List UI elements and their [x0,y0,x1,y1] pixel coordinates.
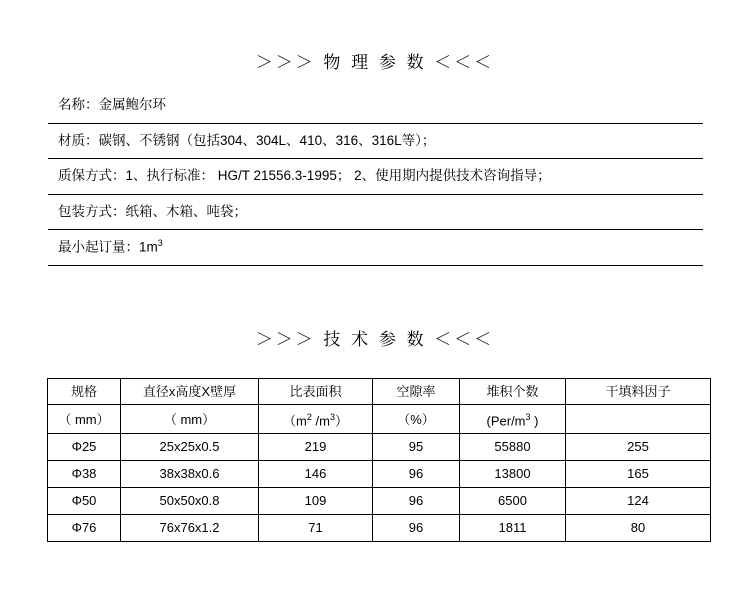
column-unit-specific-surface-area: （$m^2$ $/m^3$） [259,405,373,434]
cell-packing-count: 13800 [460,461,566,488]
list-item [48,124,703,160]
cell-dimensions: 50x50x0.8 [121,488,259,515]
spec-value-superscript: 3 [157,238,163,249]
list-item [48,88,703,124]
cell-dry-packing-factor: 80 [566,515,711,542]
column-unit-dimensions: （ mm） [121,405,259,434]
cell-dry-packing-factor: 165 [566,461,711,488]
cell-void-fraction: 96 [373,488,460,515]
physical-parameters-title: ＞＞＞ 物 理 参 数 ＜＜＜ [255,53,495,72]
table-head [48,379,711,434]
cell-specific-surface-area: 146 [259,461,373,488]
spec-label: 名称： [58,97,99,112]
technical-parameters-table [47,378,711,542]
spec-value: 碳钢、不锈钢（包括304、304L、410、316、316L等）； [98,132,436,148]
column-unit-spec: （ mm） [48,405,121,434]
cell-packing-count: 1811 [460,515,566,542]
spec-value: 纸箱、木箱、吨袋； [125,203,247,219]
cell-specific-surface-area: 219 [259,434,373,461]
spec-label: 包装方式： [58,203,126,219]
column-unit-void-fraction: （%） [373,405,460,434]
list-item [48,230,703,266]
cell-void-fraction: 96 [373,461,460,488]
technical-parameters-table-wrapper [47,378,704,542]
cell-dimensions: 76x76x1.2 [121,515,259,542]
cell-dimensions: 38x38x0.6 [121,461,259,488]
cell-spec: Φ50 [48,488,121,515]
cell-specific-surface-area: 71 [259,515,373,542]
spec-value: 1m [139,239,158,255]
cell-dry-packing-factor: 255 [566,434,711,461]
column-header-dimensions: 直径x高度X壁厚 [121,379,259,405]
spec-value: 金属鲍尔环 [98,97,166,112]
cell-spec: Φ38 [48,461,121,488]
physical-parameters-list [48,88,703,266]
table-header-row-top [48,379,711,405]
cell-spec: Φ25 [48,434,121,461]
spec-value: 1、执行标准： HG/T 21556.3-1995； 2、使用期内提供技术咨询指导； [125,168,551,184]
spec-label: 质保方式： [58,168,126,184]
column-unit-packing-count: ($Per/m^3$ ) [460,405,566,434]
cell-spec: Φ76 [48,515,121,542]
cell-void-fraction: 95 [373,434,460,461]
column-header-dry-packing-factor: 干填料因子 [566,379,711,405]
cell-dry-packing-factor: 124 [566,488,711,515]
cell-void-fraction: 96 [373,515,460,542]
table-row [48,461,711,488]
table-row [48,488,711,515]
table-row [48,434,711,461]
column-header-spec: 规格 [48,379,121,405]
table-row [48,515,711,542]
spec-label: 最小起订量： [58,239,139,255]
column-unit-dry-packing-factor [566,405,711,434]
cell-specific-surface-area: 109 [259,488,373,515]
column-header-packing-count: 堆积个数 [460,379,566,405]
column-header-specific-surface-area: 比表面积 [259,379,373,405]
spec-label: 材质： [58,132,99,148]
cell-packing-count: 55880 [460,434,566,461]
list-item [48,159,703,195]
list-item [48,195,703,231]
table-body [48,434,711,542]
technical-parameters-title: ＞＞＞ 技 术 参 数 ＜＜＜ [255,330,495,349]
column-header-void-fraction: 空隙率 [373,379,460,405]
table-header-row-bottom [48,405,711,434]
cell-dimensions: 25x25x0.5 [121,434,259,461]
cell-packing-count: 6500 [460,488,566,515]
